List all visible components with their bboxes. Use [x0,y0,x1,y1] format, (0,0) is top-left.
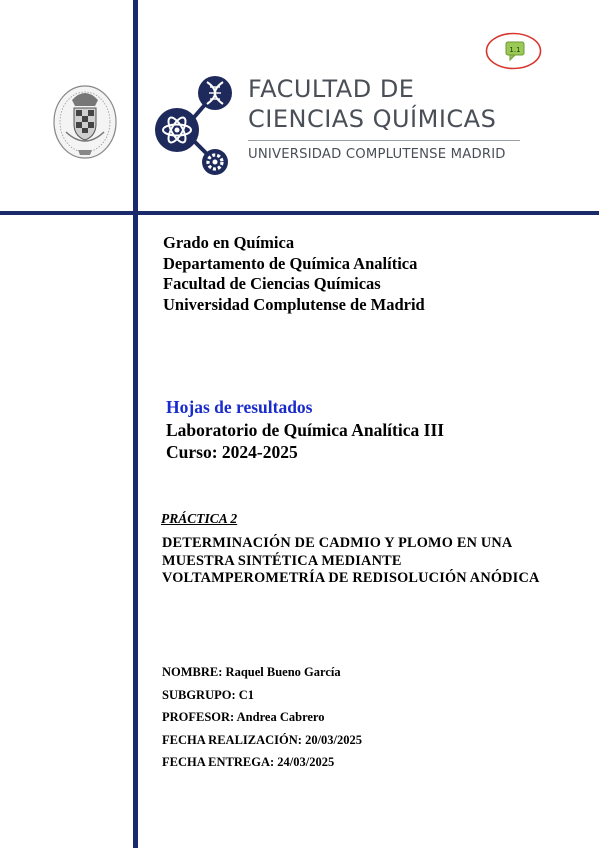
faculty-line: Facultad de Ciencias Químicas [163,274,381,293]
course-year: Curso: 2024-2025 [166,442,298,462]
student-info-block [162,661,362,774]
results-title: Hojas de resultados [166,397,313,417]
lab-name: Laboratorio de Química Analítica III [166,419,445,440]
professor: PROFESOR: Andrea Cabrero [162,710,325,724]
practica-label: PRÁCTICA 2 [161,511,238,526]
faculty-logo-text [248,74,520,162]
degree-line: Grado en Química [163,233,295,252]
student-name: NOMBRE: Raquel Bueno García [162,665,341,679]
logo-line-1: FACULTAD DE [248,75,415,103]
date-performed: FECHA REALIZACIÓN: 20/03/2025 [162,732,363,747]
department-block [163,233,425,315]
comment-marker[interactable] [485,32,542,70]
university-line: Universidad Complutense de Madrid [163,294,425,314]
logo-line-3: UNIVERSIDAD COMPLUTENSE MADRID [248,147,506,162]
department-line: Departamento de Química Analítica [163,253,418,273]
logo-line-2: CIENCIAS QUÍMICAS [248,105,497,133]
date-delivered: FECHA ENTREGA: 24/03/2025 [162,755,335,769]
comment-label: 1.1 [509,46,521,54]
practica-title: DETERMINACIÓN DE CADMIO Y PLOMO EN UNA MUESTRA SINTÉTICA MEDIANTE VOLTAMPEROMETRÍA DE REDISOLUCIÓN ANÓDICA [162,535,540,586]
subgroup: SUBGRUPO: C1 [162,687,255,702]
horizontal-rule [0,211,599,215]
logo-divider [248,140,520,141]
comment-bubble-icon[interactable] [506,42,524,60]
vertical-rule [133,0,138,848]
results-block [166,396,444,464]
faculty-logo-icon [155,70,235,180]
university-seal-icon [52,80,118,160]
